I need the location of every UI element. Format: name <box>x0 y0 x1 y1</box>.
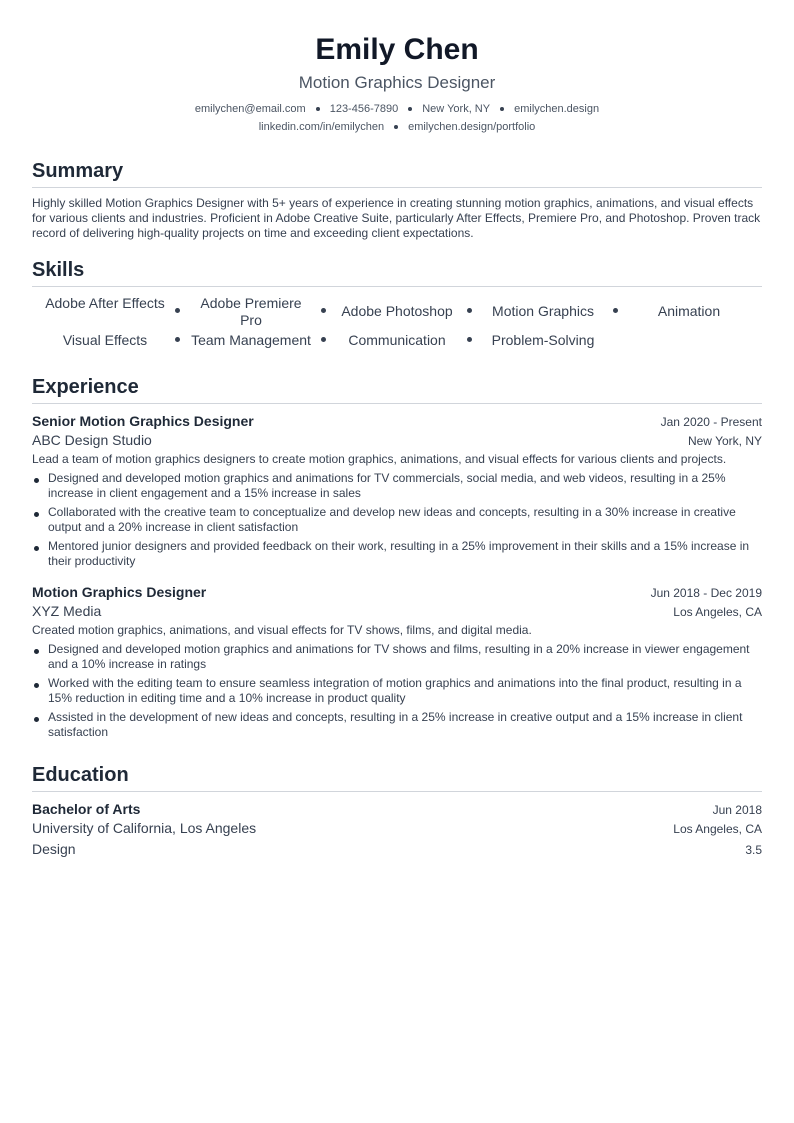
job-title: Senior Motion Graphics Designer <box>32 413 254 429</box>
candidate-title: Motion Graphics Designer <box>298 73 496 92</box>
separator-dot <box>316 107 320 111</box>
contact-email[interactable]: emilychen@email.com <box>194 103 306 115</box>
job-bullets <box>32 642 762 740</box>
bullet-dot <box>34 717 39 722</box>
degree: Bachelor of Arts <box>32 801 141 817</box>
contact-line-2 <box>32 118 762 136</box>
summary-section <box>32 158 762 241</box>
job-dates: Jun 2018 - Dec 2019 <box>650 586 762 600</box>
job-bullets <box>32 471 762 569</box>
education-section <box>32 762 762 860</box>
gpa: 3.5 <box>745 843 762 857</box>
job-description: Lead a team of motion graphics designers to create motion graphics, animations, and visual effects for various clients and projects. <box>32 452 727 466</box>
list-item: Collaborated with the creative team to conceptualize and develop new ideas and concepts, resulting in a 30% increase in creative output and a 20% increase in client satisfaction <box>32 505 762 535</box>
contact-portfolio[interactable]: emilychen.design/portfolio <box>408 121 536 133</box>
skill-item: Visual Effects <box>32 332 178 354</box>
list-item: Designed and developed motion graphics and animations for TV commercials, social media, and web videos, resulting in a 25% increase in client engagement and a 15% increase in sales <box>32 471 762 501</box>
skill-item: Communication <box>324 332 470 354</box>
section-heading-summary: Summary <box>32 158 762 188</box>
education-entry <box>32 800 762 860</box>
contact-phone: 123-456-7890 <box>329 103 399 115</box>
bullet-dot <box>34 512 39 517</box>
skill-item: Animation <box>657 303 721 319</box>
skill-item: Adobe Premiere Pro <box>178 295 324 329</box>
section-heading-experience: Experience <box>32 374 762 404</box>
list-item: Assisted in the development of new ideas and concepts, resulting in a 25% increase in creative output and a 15% increase in client satisfaction <box>32 710 762 740</box>
job-dates: Jan 2020 - Present <box>660 415 762 429</box>
job-location: Los Angeles, CA <box>673 605 762 619</box>
separator-dot <box>394 125 398 129</box>
list-item: Mentored junior designers and provided feedback on their work, resulting in a 25% improvement in their skills and a 15% increase in their productivity <box>32 539 762 569</box>
separator-dot <box>500 107 504 111</box>
contact-line-1 <box>32 100 762 118</box>
list-item: Designed and developed motion graphics and animations for TV shows and films, resulting in a 20% increase in viewer engagement and a 10% increase in ratings <box>32 642 762 672</box>
job-title: Motion Graphics Designer <box>32 584 207 600</box>
job-company: XYZ Media <box>32 603 102 619</box>
bullet-dot <box>34 683 39 688</box>
resume-header <box>32 0 762 136</box>
job-entry <box>32 412 762 569</box>
section-heading-skills: Skills <box>32 257 762 287</box>
skills-grid <box>32 295 762 354</box>
list-item: Worked with the editing team to ensure seamless integration of motion graphics and animations into the final product, resulting in a 15% reduction in editing time and a 10% increase in product quality <box>32 676 762 706</box>
skill-item: Problem-Solving <box>491 332 595 348</box>
summary-text: Highly skilled Motion Graphics Designer with 5+ years of experience in creating stunning motion graphics, animations, and visual effects for various clients and industries. Proficient in Adobe Creative Suite, particularly After Effects, Premiere Pro, and Photoshop. Proven track record of delivering high-quality projects on time and exceeding client expectations. <box>32 196 761 240</box>
skill-item: Team Management <box>178 332 324 354</box>
skill-item: Adobe After Effects <box>32 295 178 329</box>
skills-section <box>32 257 762 354</box>
job-company: ABC Design Studio <box>32 432 152 448</box>
contact-website[interactable]: emilychen.design <box>514 103 600 115</box>
bullet-dot <box>34 649 39 654</box>
school-name: University of California, Los Angeles <box>32 820 257 836</box>
contact-linkedin[interactable]: linkedin.com/in/emilychen <box>258 121 385 133</box>
contact-location: New York, NY <box>422 103 491 115</box>
graduation-date: Jun 2018 <box>712 803 762 817</box>
job-location: New York, NY <box>687 434 762 448</box>
school-location: Los Angeles, CA <box>673 822 762 836</box>
skill-item: Motion Graphics <box>470 295 616 329</box>
experience-section <box>32 374 762 740</box>
bullet-dot <box>34 546 39 551</box>
job-entry <box>32 583 762 740</box>
job-description: Created motion graphics, animations, and visual effects for TV shows, films, and digital media. <box>32 623 532 637</box>
field-of-study: Design <box>32 841 76 857</box>
bullet-dot <box>34 478 39 483</box>
candidate-name: Emily Chen <box>315 33 479 66</box>
separator-dot <box>408 107 412 111</box>
skill-item: Adobe Photoshop <box>324 295 470 329</box>
section-heading-education: Education <box>32 762 762 792</box>
